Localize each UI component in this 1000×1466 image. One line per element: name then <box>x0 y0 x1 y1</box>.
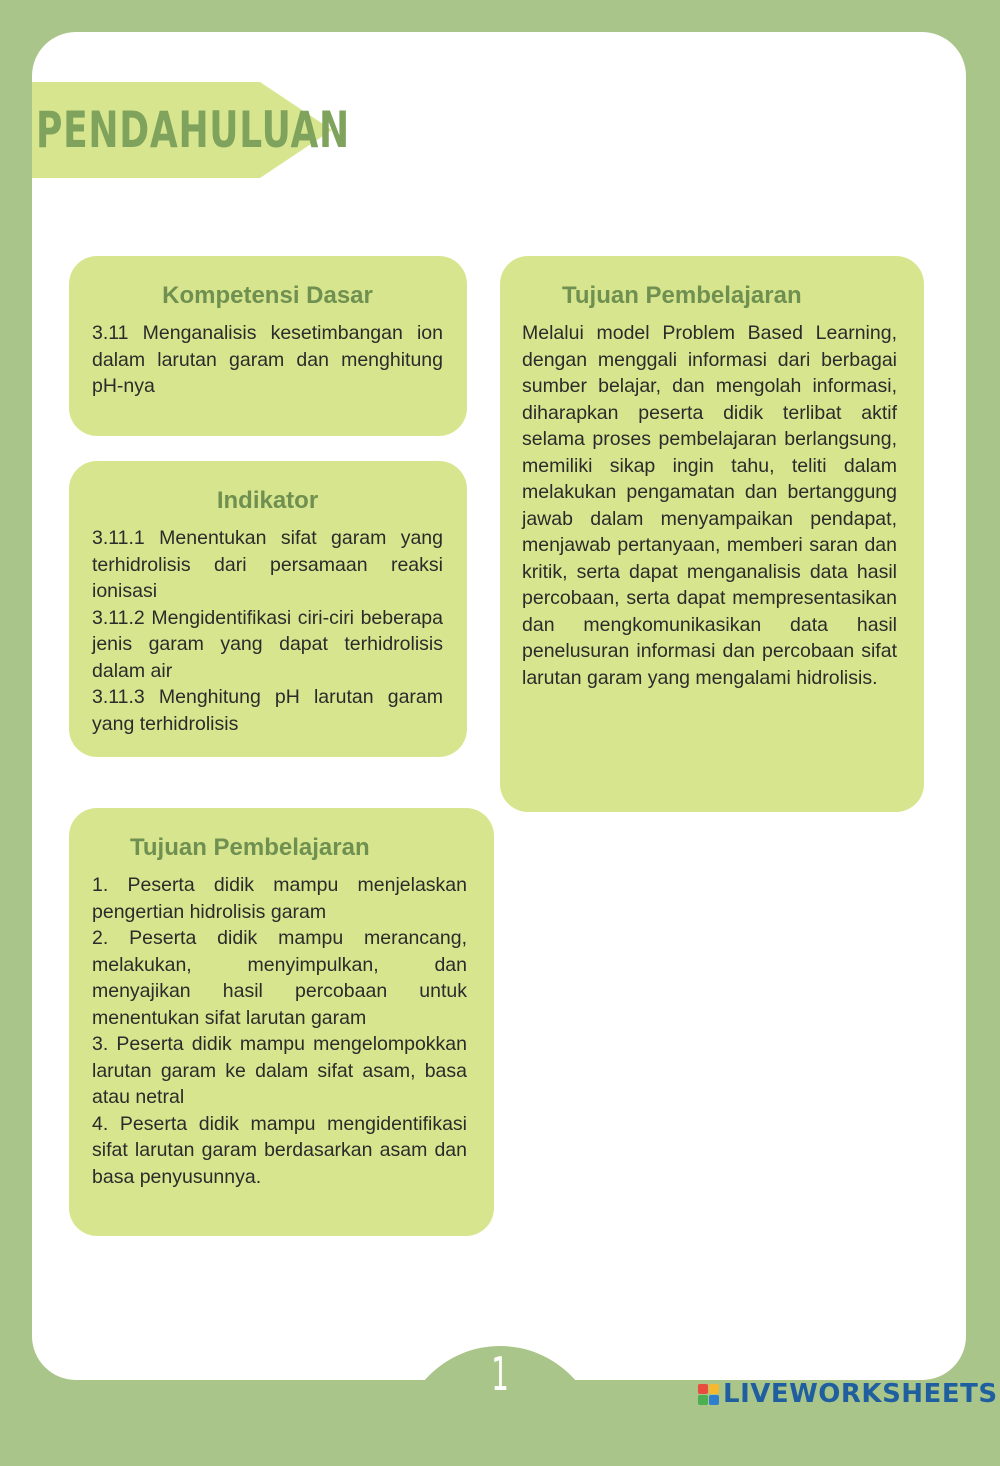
indikator-heading: Indikator <box>216 487 319 514</box>
tujuan-pembelajaran-heading: Tujuan Pembelajaran <box>562 282 802 309</box>
tujuan-pembelajaran-text: Melalui model Problem Based Learning, dengan menggali informasi dari berbagai sumber belajar, dan mengolah informasi, diharapkan peserta didik terlibat aktif selama proses pembelajaran berlangsung, memiliki sikap ingin tahu, teliti dalam melakukan pengamatan dan bertanggung jawab dalam menyampaikan pendapat, menjawab pertanyaan, memberi saran dan kritik, serta dapat menganalisis data hasil percobaan, serta dapat mempresentasikan dan mengkomunikasikan data hasil penelusuran informasi dan percobaan sifat larutan garam yang mengalami hidrolisis. <box>522 322 897 689</box>
indikator-card <box>69 461 467 757</box>
liveworksheets-watermark <box>698 1378 998 1410</box>
tujuan-list-item: 2. Peserta didik mampu merancang, melakukan, menyimpulkan, dan menyajikan hasil percobaan untuk menentukan sifat larutan garam <box>92 927 467 1029</box>
liveworksheets-logo-icon <box>698 1384 719 1405</box>
page-title: PENDAHULUAN <box>36 101 350 159</box>
watermark-text: LIVEWORKSHEETS <box>723 1379 998 1409</box>
kompetensi-dasar-heading: Kompetensi Dasar <box>162 282 373 309</box>
indikator-item: 3.11.2 Mengidentifikasi ciri-ciri beberapa jenis garam yang dapat terhidrolisis dalam air <box>92 606 443 682</box>
tujuan-list-card <box>69 808 494 1236</box>
kompetensi-dasar-text: 3.11 Menganalisis kesetimbangan ion dalam larutan garam dan menghitung pH-nya <box>92 322 443 397</box>
tujuan-list-heading: Tujuan Pembelajaran <box>130 834 370 861</box>
tujuan-list-item: 3. Peserta didik mampu mengelompokkan larutan garam ke dalam sifat asam, basa atau netral <box>92 1033 467 1108</box>
indikator-item: 3.11.3 Menghitung pH larutan garam yang terhidrolisis <box>92 686 443 735</box>
tujuan-list-item: 1. Peserta didik mampu menjelaskan pengertian hidrolisis garam <box>92 874 467 923</box>
page-number: 1 <box>491 1347 509 1401</box>
tujuan-pembelajaran-card <box>500 256 924 812</box>
kompetensi-dasar-card <box>69 256 467 436</box>
tujuan-list-item: 4. Peserta didik mampu mengidentifikasi sifat larutan garam berdasarkan asam dan basa penyusunnya. <box>92 1112 467 1188</box>
indikator-item: 3.11.1 Menentukan sifat garam yang terhidrolisis dari persamaan reaksi ionisasi <box>92 527 443 602</box>
